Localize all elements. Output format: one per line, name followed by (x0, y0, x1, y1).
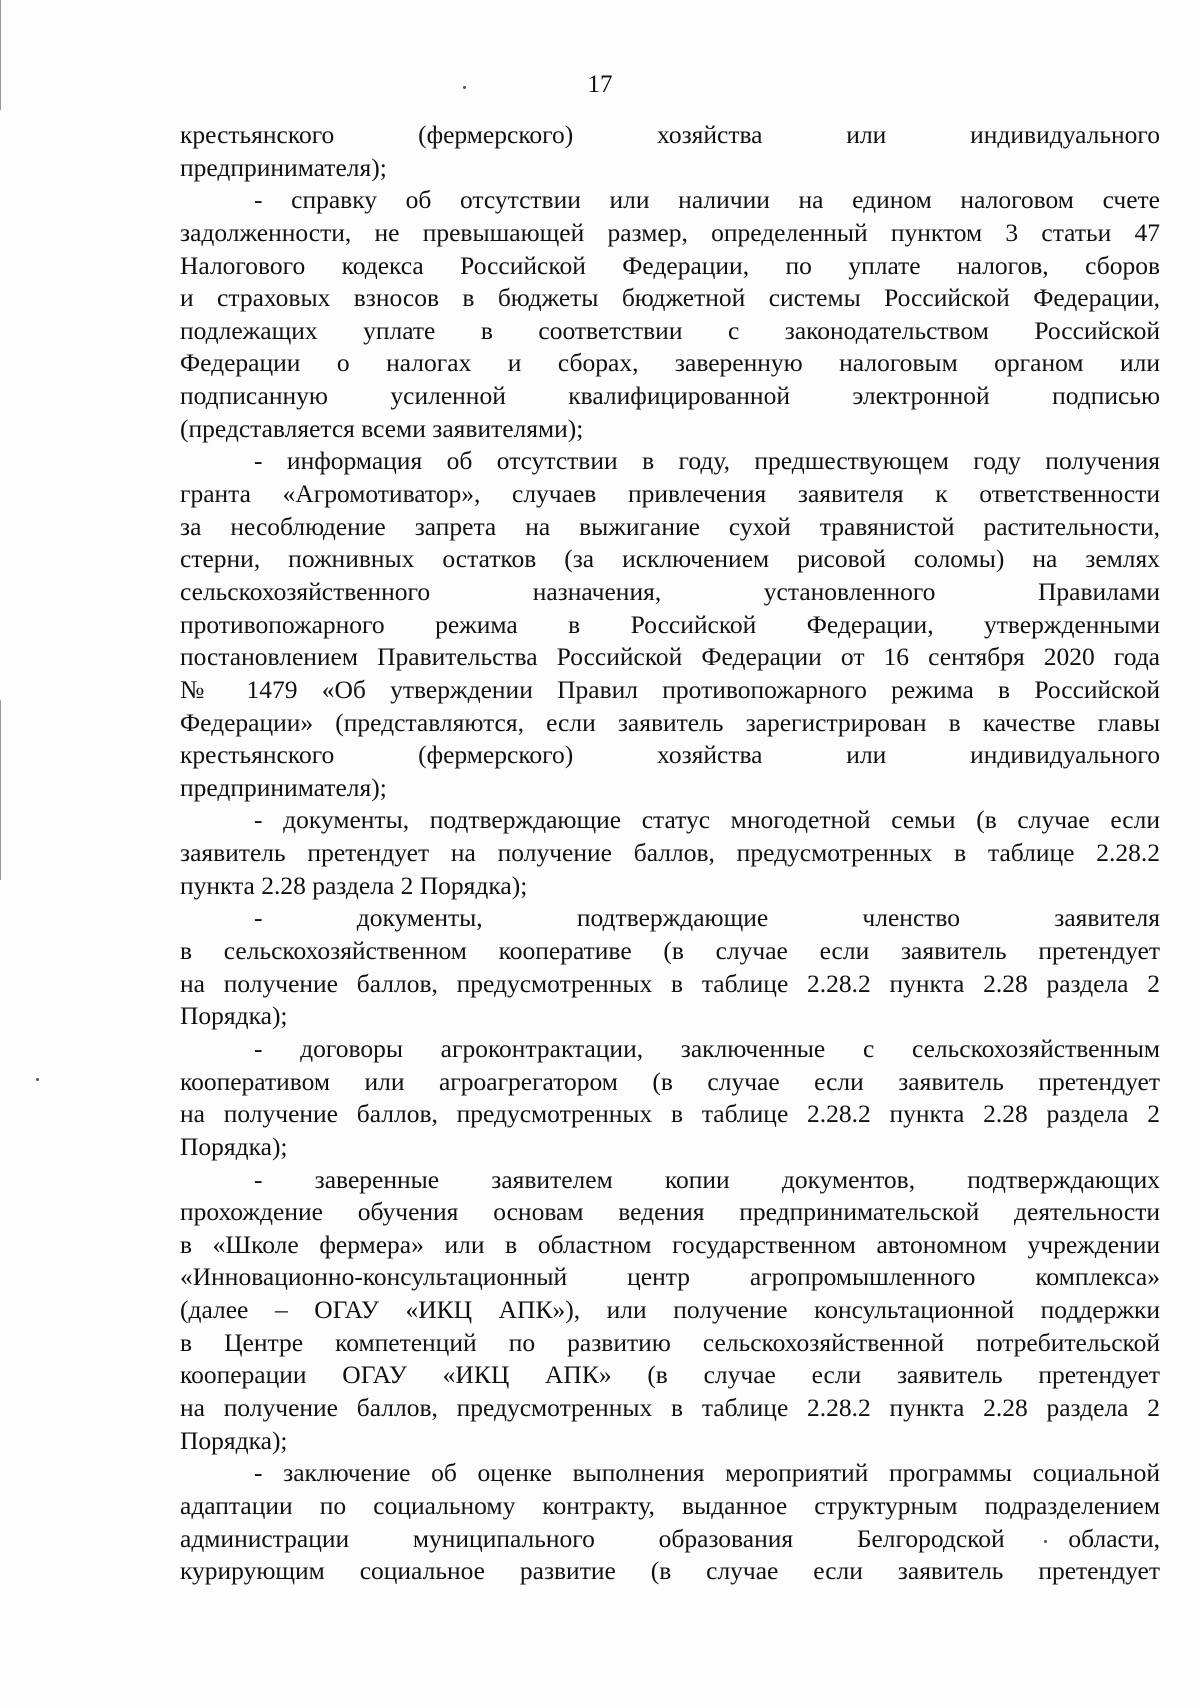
text-line: Порядка); (180, 1131, 288, 1161)
text-line: сельскохозяйственного назначения, установленного Правилами (180, 576, 1160, 606)
text-line: крестьянского (фермерского) хозяйства или индивидуального (180, 120, 1160, 149)
text-line: - заверенные заявителем копии документов, подтверждающих (254, 1164, 1160, 1194)
text-line: заявитель претендует на получение баллов, предусмотренных в таблице 2.28.2 (180, 838, 1160, 868)
text-line: - информация об отсутствии в году, предшествующем году получения (254, 446, 1160, 476)
text-line: и страховых взносов в бюджеты бюджетной системы Российской Федерации, (180, 283, 1160, 313)
text-line: гранта «Агромотиватор», случаев привлечения заявителя к ответственности (180, 479, 1160, 509)
text-line: № 1479 «Об утверждении Правил противопожарного режима в Российской (180, 674, 1160, 704)
text-line: (далее – ОГАУ «ИКЦ АПК»), или получение консультационной поддержки (180, 1295, 1160, 1325)
text-line: на получение баллов, предусмотренных в таблице 2.28.2 пункта 2.28 раздела 2 (180, 1392, 1160, 1422)
text-line: прохождение обучения основам ведения предпринимательской деятельности (180, 1197, 1160, 1227)
text-line: - документы, подтверждающие членство заявителя (254, 903, 1160, 933)
text-line: Федерации» (представляются, если заявитель зарегистрирован в качестве главы (180, 707, 1160, 737)
text-line: на получение баллов, предусмотренных в таблице 2.28.2 пункта 2.28 раздела 2 (180, 968, 1160, 998)
document-body (180, 119, 1160, 1588)
text-line: администрации муниципального образования Белгородской области, (180, 1523, 1160, 1553)
text-line: - договоры агроконтрактации, заключенные с сельскохозяйственным (254, 1033, 1160, 1063)
text-line: крестьянского (фермерского) хозяйства или индивидуального (180, 740, 1160, 770)
text-line: Порядка); (180, 1001, 288, 1031)
text-line: противопожарного режима в Российской Федерации, утвержденными (180, 609, 1160, 639)
text-line: Федерации о налогах и сборах, заверенную налоговым органом или (180, 348, 1160, 378)
text-line: на получение баллов, предусмотренных в таблице 2.28.2 пункта 2.28 раздела 2 (180, 1099, 1160, 1129)
text-line: в «Школе фермера» или в областном государственном автономном учреждении (180, 1229, 1160, 1259)
text-line: за несоблюдение запрета на выжигание сухой травянистой растительности, (180, 511, 1160, 541)
text-line: курирующим социальное развитие (в случае если заявитель претендует (180, 1556, 1160, 1586)
text-line: кооперации ОГАУ «ИКЦ АПК» (в случае если заявитель претендует (180, 1360, 1160, 1390)
text-line: в Центре компетенций по развитию сельскохозяйственной потребительской (180, 1327, 1160, 1357)
text-line: адаптации по социальному контракту, выданное структурным подразделением (180, 1490, 1160, 1520)
text-line: (представляется всеми заявителями); (180, 413, 584, 443)
text-line: подлежащих уплате в соответствии с законодательством Российской (180, 315, 1160, 345)
text-line: подписанную усиленной квалифицированной электронной подписью (180, 381, 1160, 411)
text-line: - документы, подтверждающие статус многодетной семьи (в случае если (254, 805, 1160, 835)
text-line: - справку об отсутствии или наличии на едином налоговом счете (254, 185, 1160, 215)
text-line: Налогового кодекса Российской Федерации, по уплате налогов, сборов (180, 250, 1160, 280)
text-line: стерни, пожнивных остатков (за исключением рисовой соломы) на землях (180, 544, 1160, 574)
text-line: в сельскохозяйственном кооперативе (в случае если заявитель претендует (180, 936, 1160, 966)
text-line: предпринимателя); (180, 152, 387, 182)
text-line: предпринимателя); (180, 772, 387, 802)
scan-speck (36, 1078, 39, 1081)
text-line: постановлением Правительства Российской Федерации от 16 сентября 2020 года (180, 642, 1160, 672)
text-line: задолженности, не превышающей размер, определенный пунктом 3 статьи 47 (180, 217, 1160, 247)
scan-border-line (0, 700, 1, 880)
text-line: кооперативом или агроагрегатором (в случае если заявитель претендует (180, 1066, 1160, 1096)
text-line: Порядка); (180, 1425, 288, 1455)
page-number: 17 (587, 71, 613, 98)
text-line: пункта 2.28 раздела 2 Порядка); (180, 870, 528, 900)
text-line: «Инновационно-консультационный центр агропромышленного комплекса» (180, 1262, 1160, 1292)
text-line: - заключение об оценке выполнения мероприятий программы социальной (254, 1458, 1160, 1488)
